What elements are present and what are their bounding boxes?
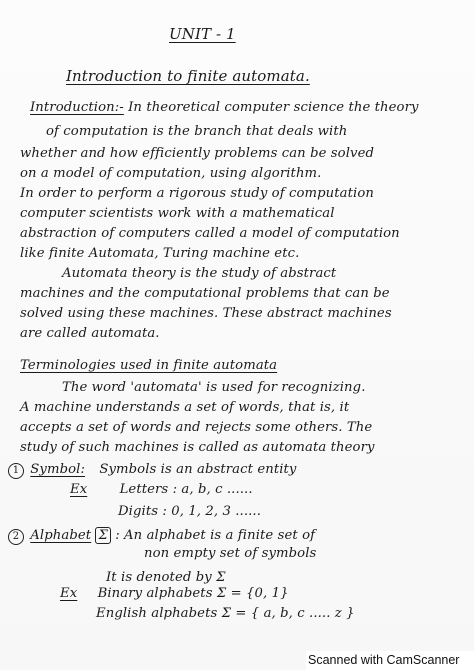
unit-title: UNIT - 1 — [169, 25, 236, 43]
alphabet-example-1-line — [60, 586, 289, 602]
intro-line-1 — [30, 100, 419, 116]
intro-line-12: are called automata. — [20, 326, 160, 341]
sigma-box: Σ — [95, 527, 110, 544]
alphabet-definition-2: non empty set of symbols — [144, 546, 317, 561]
symbol-definition: Symbols is an abstract entity — [99, 462, 297, 477]
intro-label: Introduction:- — [30, 100, 124, 115]
intro-line-11: solved using these machines. These abstract machines — [20, 306, 392, 321]
intro-line-3: whether and how efficiently problems can be solved — [20, 146, 375, 161]
intro-line-10: machines and the computational problems that can be — [20, 286, 390, 301]
symbol-example-1: Letters : a, b, c ...... — [119, 482, 253, 497]
intro-line-9: Automata theory is the study of abstract — [62, 266, 337, 281]
alphabet-example-1: Binary alphabets Σ = {0, 1} — [97, 586, 289, 601]
alphabet-label: Alphabet — [30, 528, 92, 543]
alphabet-example-2: English alphabets Σ = { a, b, c ..... z } — [96, 606, 355, 621]
terminology-line-1: The word 'automata' is used for recognizing. — [62, 380, 366, 395]
intro-line-6: computer scientists work with a mathematical — [20, 206, 335, 221]
symbol-definition-line — [8, 462, 296, 479]
terminology-heading: Terminologies used in finite automata — [20, 358, 278, 373]
alphabet-number-circle: 2 — [8, 529, 24, 545]
symbol-ex-label: Ex — [70, 482, 88, 497]
chapter-title: Introduction to finite automata. — [66, 67, 310, 85]
terminology-line-3: accepts a set of words and rejects some others. The — [20, 420, 373, 435]
alphabet-ex-label: Ex — [60, 586, 78, 601]
intro-line-7: abstraction of computers called a model of computation — [20, 226, 400, 241]
intro-text-1: In theoretical computer science the theory — [128, 100, 419, 115]
terminology-line-4: study of such machines is called as automata theory — [20, 440, 375, 455]
symbol-number-circle: 1 — [8, 463, 24, 479]
intro-line-2: of computation is the branch that deals with — [46, 124, 348, 139]
alphabet-definition-line — [8, 528, 315, 545]
intro-line-5: In order to perform a rigorous study of computation — [20, 186, 374, 201]
alphabet-denoted: It is denoted by Σ — [106, 570, 226, 585]
alphabet-definition: : An alphabet is a finite set of — [115, 528, 316, 543]
scanner-watermark: Scanned with CamScanner — [306, 651, 474, 670]
symbol-example-2: Digits : 0, 1, 2, 3 ...... — [118, 504, 262, 519]
intro-line-4: on a model of computation, using algorithm. — [20, 166, 322, 181]
symbol-label: Symbol: — [30, 462, 86, 477]
terminology-line-2: A machine understands a set of words, that is, it — [20, 400, 350, 415]
symbol-example-1-line — [70, 482, 253, 498]
intro-line-8: like finite Automata, Turing machine etc. — [20, 246, 300, 261]
